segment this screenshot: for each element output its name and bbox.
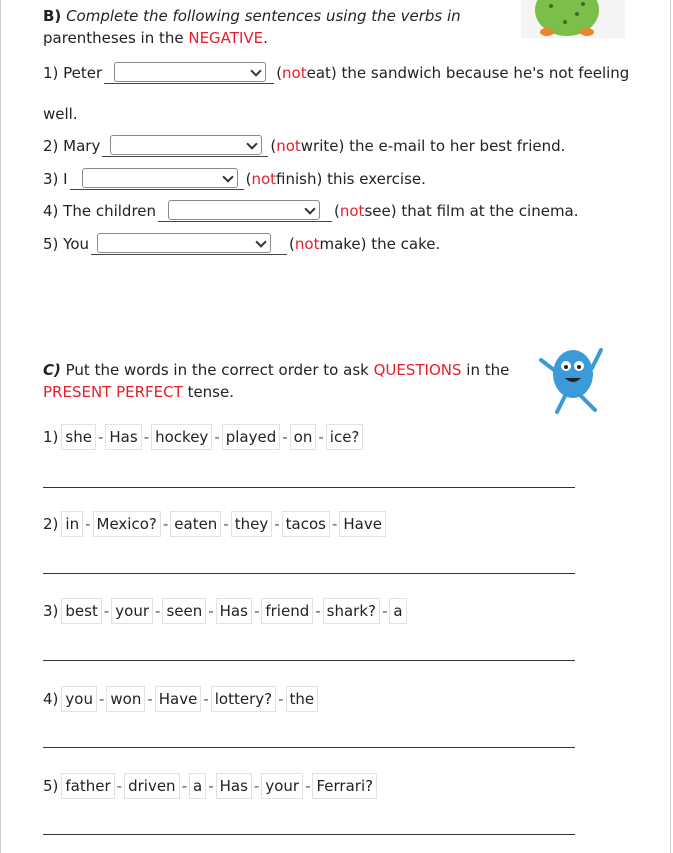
word-chip[interactable]: a [389, 598, 406, 624]
sentence-4-subject: 4) The children [43, 202, 157, 220]
question-4: 4) you - won - Have - lottery? - the [43, 686, 318, 712]
sentence-4: 4) The children ( not see) that film at the cinema. [43, 202, 579, 220]
question-3: 3) best - your - seen - Has - friend - shark? - a [43, 598, 407, 624]
word-chip[interactable]: Ferrari? [312, 773, 377, 799]
sentence-1: 1) Peter ( not eat) the sandwich because he's not feeling [43, 64, 630, 82]
answer-line-3[interactable] [43, 660, 575, 661]
blue-monster-icon [535, 340, 607, 420]
sentence-4-dropdown[interactable] [168, 200, 320, 220]
word-chip[interactable]: the [286, 686, 319, 712]
sentence-2-subject: 2) Mary [43, 137, 101, 155]
section-c-instructions: C) Put the words in the correct order to ask QUESTIONS in the PRESENT PERFECT tense. [43, 361, 510, 401]
sentence-3-subject: 3) I [43, 170, 68, 188]
word-chip[interactable]: won [106, 686, 145, 712]
word-chip[interactable]: shark? [323, 598, 380, 624]
answer-line-2[interactable] [43, 573, 575, 574]
answer-line-5[interactable] [43, 834, 575, 835]
sentence-1-rest: eat) the sandwich because he's not feeling [306, 64, 630, 82]
question-5: 5) father - driven - a - Has - your - Ferrari? [43, 773, 377, 799]
word-chip[interactable]: driven [124, 773, 179, 799]
sentence-3: 3) I ( not finish) this exercise. [43, 170, 426, 188]
word-chip[interactable]: Have [155, 686, 202, 712]
sentence-5-rest: make) the cake. [319, 235, 441, 253]
question-1: 1) she - Has - hockey - played - on - ice? [43, 424, 363, 450]
sentence-5: 5) You ( not make) the cake. [43, 235, 441, 253]
word-chip[interactable]: Has [216, 598, 252, 624]
sentence-3-dropdown[interactable] [82, 168, 238, 188]
section-b-instr-line2: parentheses in the [43, 29, 189, 47]
sentence-3-rest: finish) this exercise. [276, 170, 426, 188]
word-chip[interactable]: your [111, 598, 153, 624]
word-chip[interactable]: a [189, 773, 206, 799]
sentence-2-rest: write) the e-mail to her best friend. [300, 137, 566, 155]
word-chip[interactable]: tacos [282, 511, 330, 537]
word-chip[interactable]: eaten [170, 511, 221, 537]
word-chip[interactable]: Has [105, 424, 141, 450]
answer-line-1[interactable] [43, 487, 575, 488]
word-chip[interactable]: on [290, 424, 317, 450]
word-chip[interactable]: lottery? [211, 686, 276, 712]
sentence-1-dropdown[interactable] [114, 62, 266, 82]
word-chip[interactable]: played [222, 424, 281, 450]
sentence-2-dropdown[interactable] [110, 135, 262, 155]
question-2: 2) in - Mexico? - eaten - they - tacos - Have [43, 511, 386, 537]
word-chip[interactable]: they [231, 511, 273, 537]
sentence-2: 2) Mary ( not write) the e-mail to her best friend. [43, 137, 566, 155]
section-b-instructions: B) Complete the following sentences using the verbs in parentheses in the NEGATIVE. [43, 7, 461, 47]
word-chip[interactable]: Mexico? [93, 511, 161, 537]
chevron-down-icon [247, 138, 258, 149]
chevron-down-icon [304, 203, 315, 214]
word-chip[interactable]: father [61, 773, 114, 799]
sentence-5-subject: 5) You [43, 235, 90, 253]
section-c-letter: C) [43, 361, 61, 379]
chevron-down-icon [222, 171, 233, 182]
chevron-down-icon [251, 65, 262, 76]
word-chip[interactable]: in [61, 511, 83, 537]
sentence-4-rest: see) that film at the cinema. [364, 202, 579, 220]
negative-keyword: NEGATIVE [188, 29, 264, 47]
word-chip[interactable]: best [61, 598, 101, 624]
sentence-5-dropdown[interactable] [97, 233, 271, 253]
chevron-down-icon [255, 236, 266, 247]
section-b-letter: B) [43, 7, 62, 25]
sentence-1-continuation: well. [43, 105, 78, 123]
word-chip[interactable]: Have [339, 511, 386, 537]
word-chip[interactable]: Has [216, 773, 252, 799]
word-chip[interactable]: you [61, 686, 97, 712]
word-chip[interactable]: she [61, 424, 96, 450]
section-b-instr-line1: Complete the following sentences using the verbs in [66, 7, 461, 25]
word-chip[interactable]: friend [261, 598, 313, 624]
questions-keyword: QUESTIONS [373, 361, 462, 379]
sentence-1-subject: 1) Peter [43, 64, 103, 82]
word-chip[interactable]: seen [162, 598, 206, 624]
word-chip[interactable]: hockey [151, 424, 212, 450]
word-chip[interactable]: ice? [326, 424, 364, 450]
word-chip[interactable]: your [261, 773, 303, 799]
present-perfect-keyword: PRESENT PERFECT [43, 383, 183, 401]
answer-line-4[interactable] [43, 747, 575, 748]
green-monster-icon [521, 0, 625, 38]
